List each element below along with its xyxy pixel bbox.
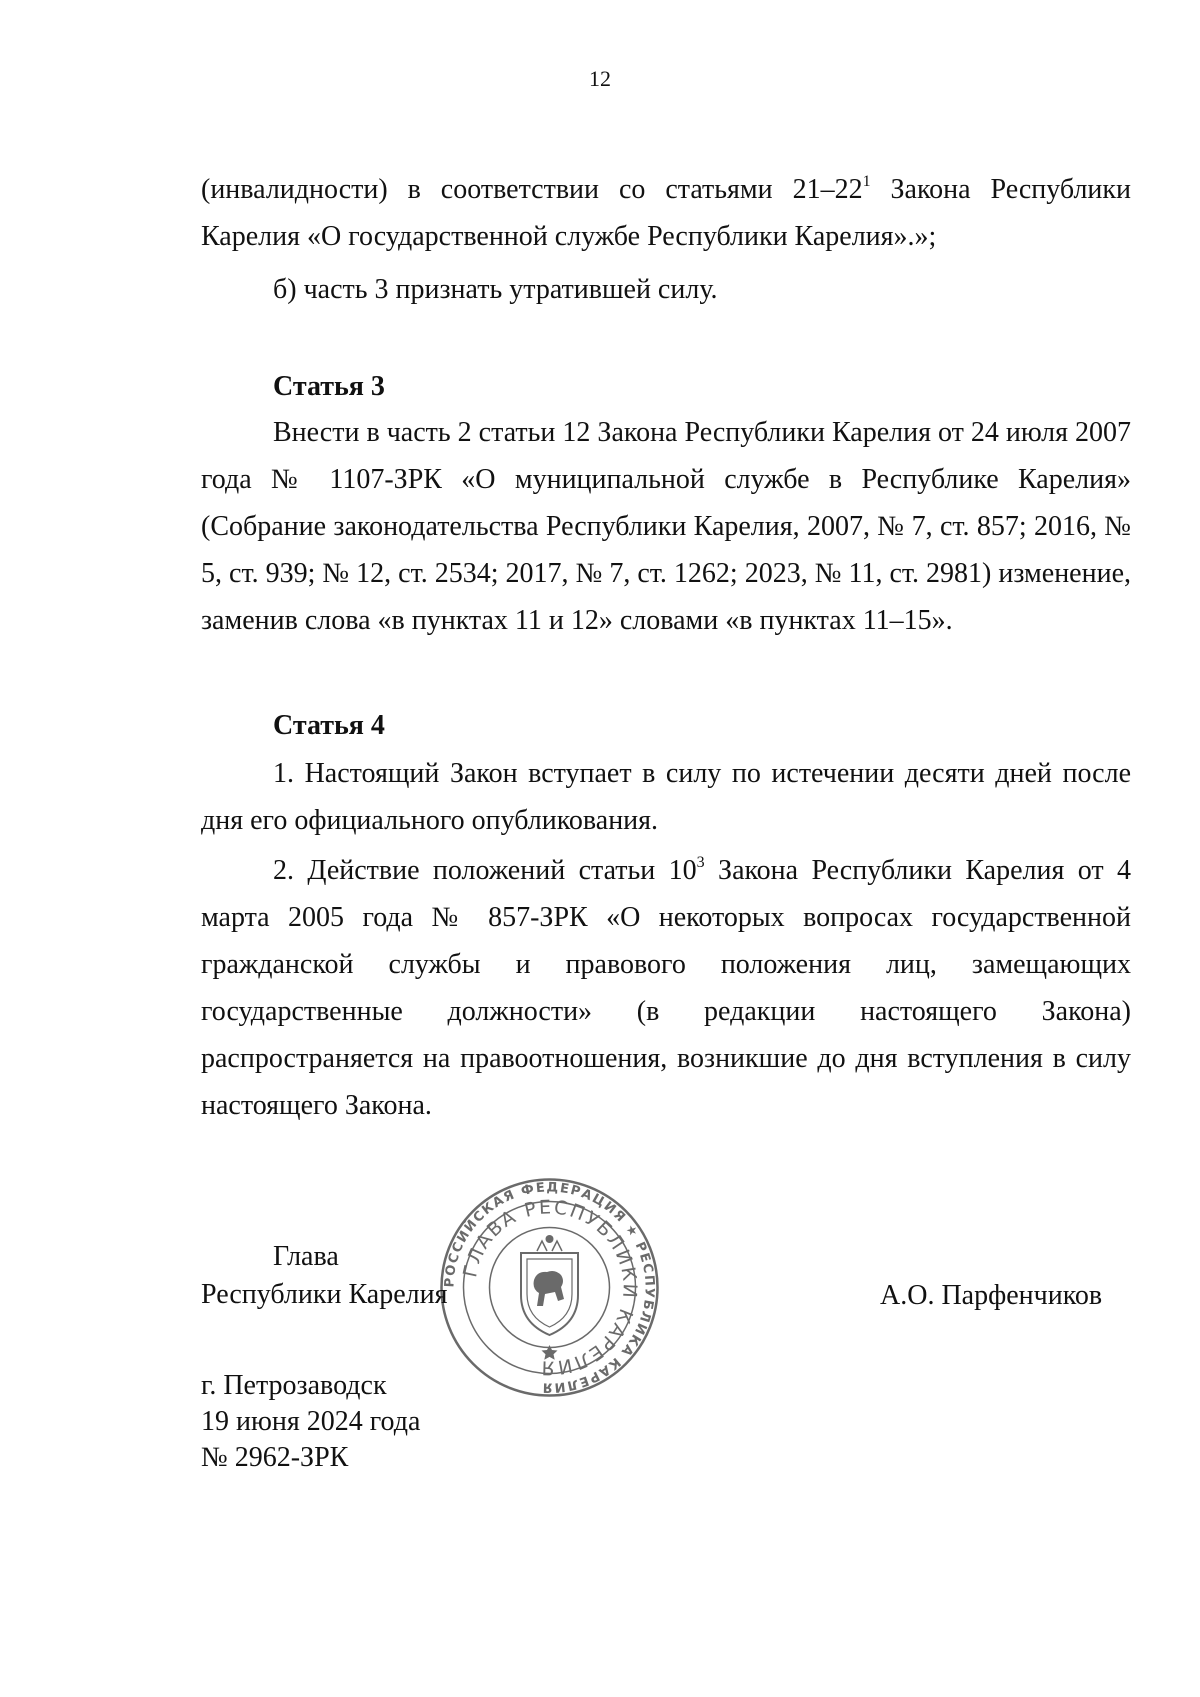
- article-4-item-1-text: 1. Настоящий Закон вступает в силу по истечении десяти дней после дня его официального опубликования.: [201, 758, 1131, 836]
- article-4-item-1: [201, 750, 1131, 844]
- paragraph-text-rest: Закона Республики Карелия «О государственной службе Республики Карелия».»;: [201, 174, 1131, 252]
- paragraph-b: [201, 266, 1131, 313]
- article-4-heading: Статья 4: [273, 710, 385, 741]
- paragraph-text: (инвалидности) в соответствии со статьями 21–22: [201, 174, 863, 205]
- signatory-name: А.О. Парфенчиков: [880, 1280, 1103, 1311]
- article-3-body: [201, 409, 1131, 644]
- article-3-heading-block: [201, 363, 1131, 410]
- superscript: 3: [696, 853, 705, 871]
- place-date-number: [201, 1368, 420, 1476]
- article-4-heading-block: [201, 702, 1131, 749]
- official-seal-icon: [437, 1175, 662, 1400]
- article-4-item-2-rest: Закона Республики Карелия от 4 марта 2005 года № 857-ЗРК «О некоторых вопросах государственной гражданской службы и правового положения лиц, замещающих государственные должности» (в редакции настоящего Закона) распространяется на правоотношения, возникшие до дня вступления в силу настоящего Закона.: [201, 855, 1131, 1121]
- article-4-item-2: [201, 847, 1131, 1129]
- superscript: 1: [862, 172, 871, 190]
- seal-outer-text: РОССИЙСКАЯ ФЕДЕРАЦИЯ ★ РЕСПУБЛИКА КАРЕЛИЯ: [442, 1180, 657, 1395]
- law-number: № 2962-ЗРК: [201, 1442, 349, 1473]
- place-city: г. Петрозаводск: [201, 1370, 387, 1401]
- article-4-item-2-text: 2. Действие положений статьи 10: [273, 855, 697, 886]
- signatory-title-line-1: Глава: [273, 1241, 339, 1272]
- signatory-title-line-2: Республики Карелия: [201, 1279, 448, 1310]
- paragraph-continuation: [201, 166, 1131, 260]
- article-3-heading: Статья 3: [273, 371, 385, 402]
- place-date: 19 июня 2024 года: [201, 1406, 421, 1437]
- page-number: 12: [589, 66, 611, 91]
- article-3-text: Внести в часть 2 статьи 12 Закона Республики Карелия от 24 июля 2007 года № 1107-ЗРК «О муниципальной службе в Республике Карелия» (Собрание законодательства Республики Карелия, 2007, № 7, ст. 857; 2016, № 5, ст. 939; № 12, ст. 2534; 2017, № 7, ст. 1262; 2023, № 11, ст. 2981) изменение, заменив слова «в пунктах 11 и 12» словами «в пунктах 11–15».: [201, 417, 1131, 636]
- seal-inner-text: ГЛАВА РЕСПУБЛИКИ КАРЕЛИЯ: [459, 1196, 641, 1379]
- signatory-title: [201, 1238, 447, 1314]
- paragraph-b-text: б) часть 3 признать утратившей силу.: [273, 274, 718, 305]
